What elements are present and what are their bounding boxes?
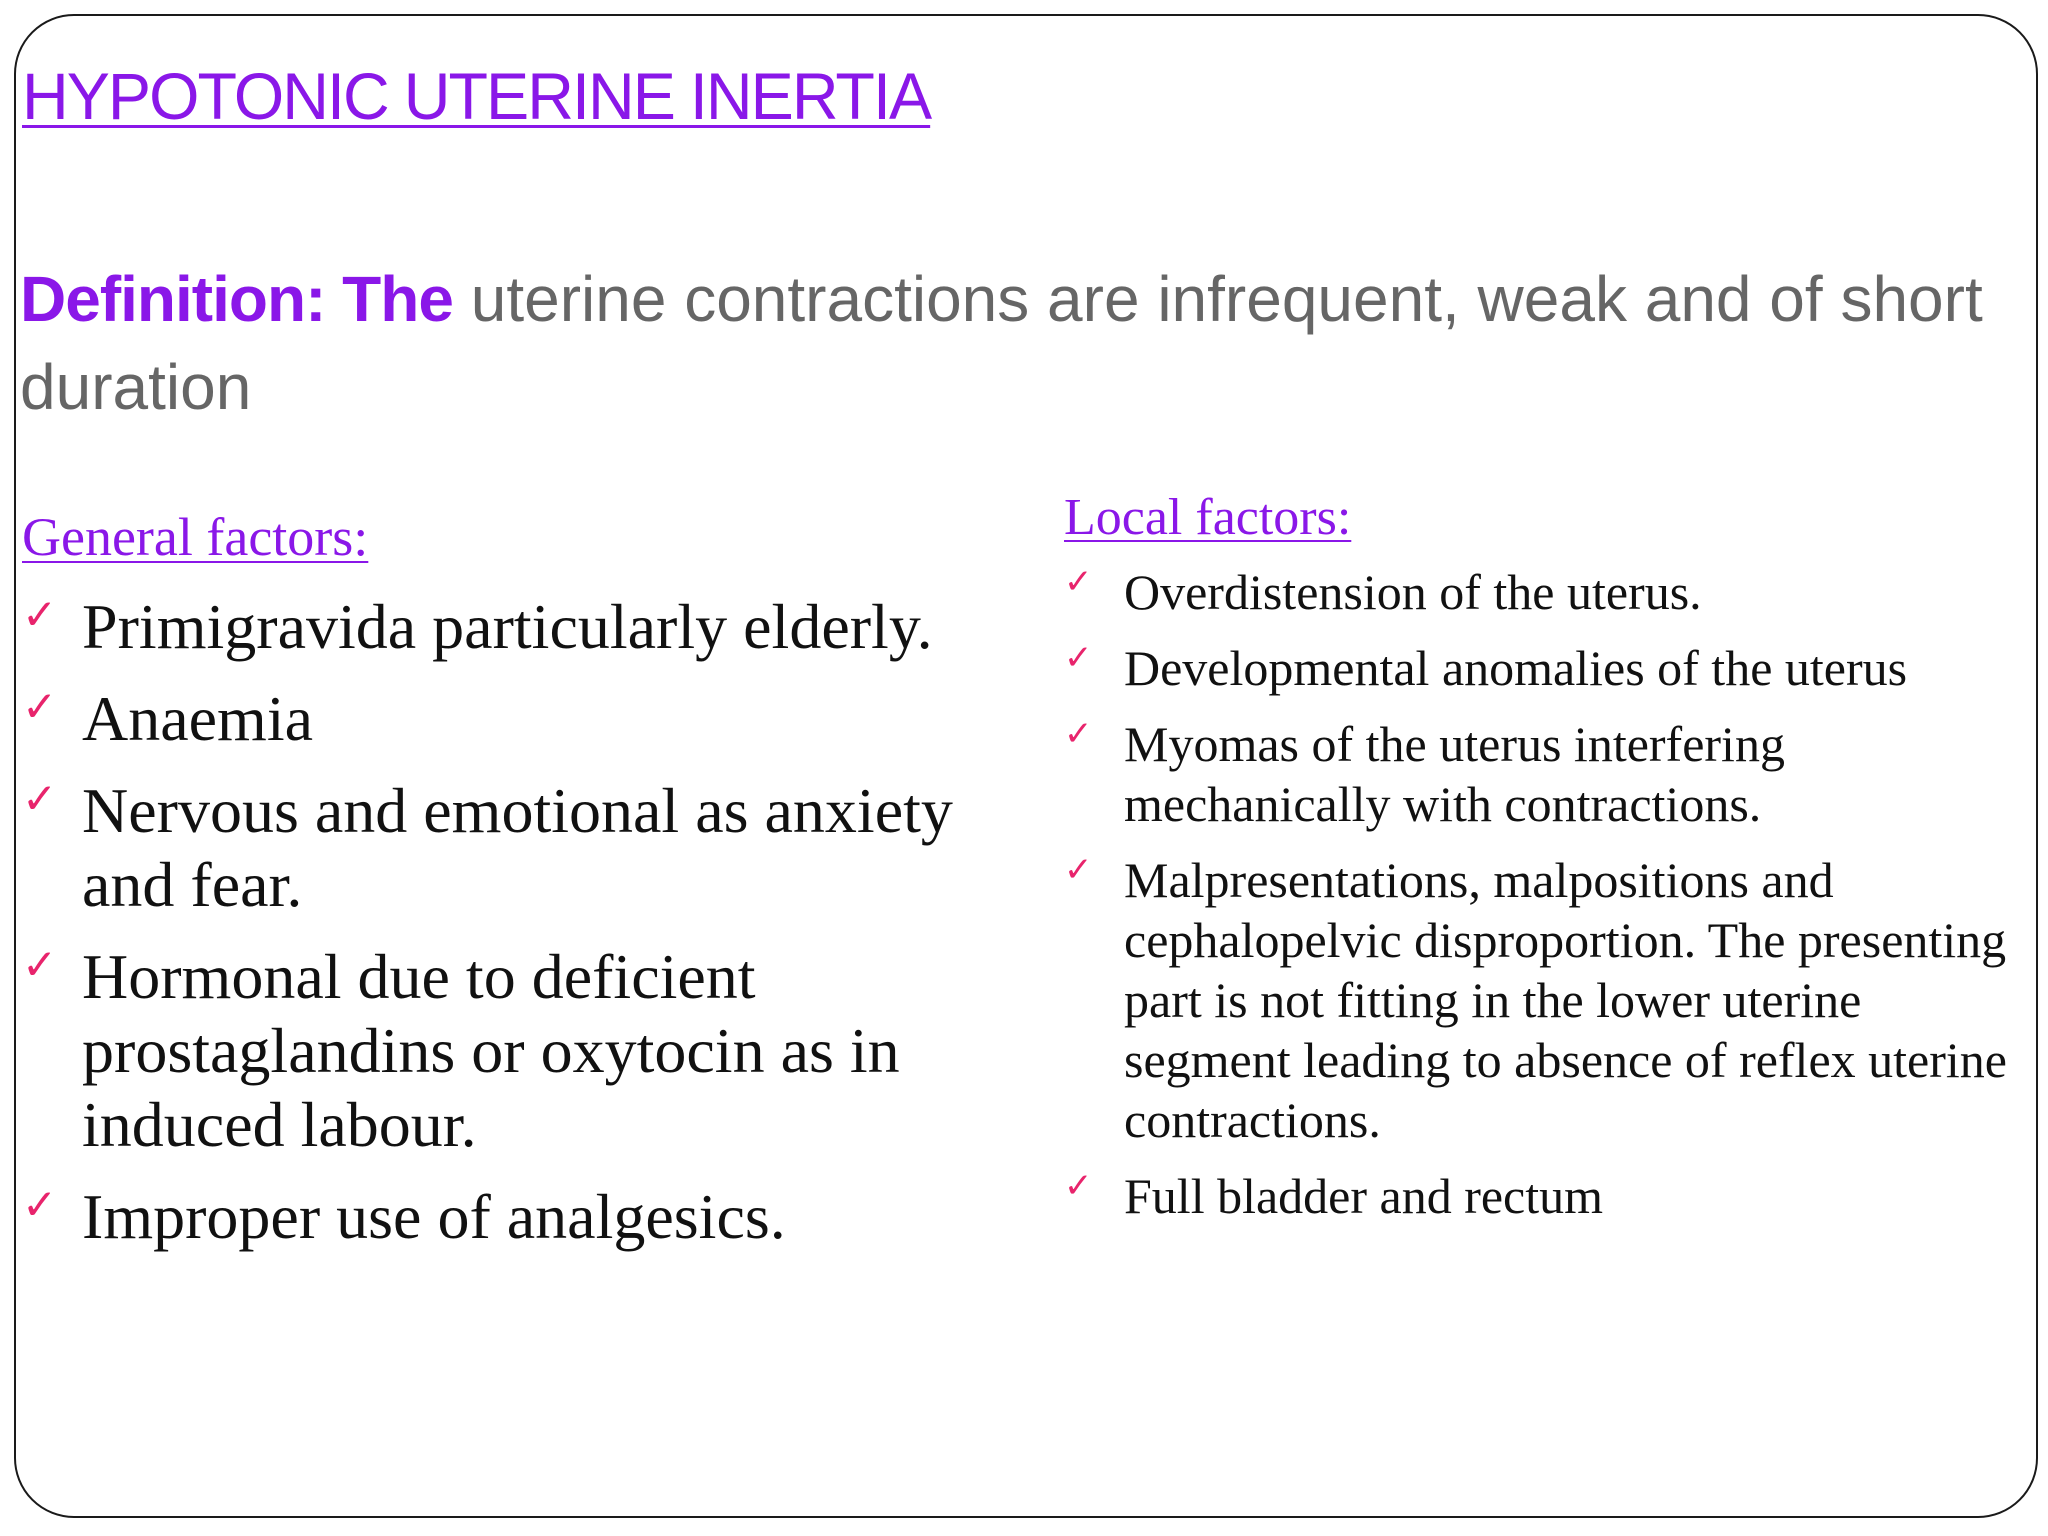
checkmark-icon: ✓ [1064,714,1093,754]
list-item-text: Hormonal due to deficient prostaglandins or oxytocin as in induced labour. [82,941,900,1160]
list-item [1064,562,2034,622]
list-item-text: Full bladder and rectum [1124,1168,1604,1224]
local-factors-list [1064,562,2034,1242]
general-factors-list [22,590,1042,1272]
list-item [22,682,1042,756]
checkmark-icon: ✓ [1064,850,1093,890]
list-item [1064,1166,2034,1226]
list-item-text: Anaemia [82,683,313,754]
checkmark-icon: ✓ [1064,1166,1093,1206]
checkmark-icon: ✓ [22,590,58,639]
checkmark-icon: ✓ [1064,562,1093,602]
list-item [1064,638,2034,698]
list-item-text: Overdistension of the uterus. [1124,564,1702,620]
list-item-text: Myomas of the uterus interfering mechanically with contractions. [1124,716,1785,832]
checkmark-icon: ✓ [1064,638,1093,678]
list-item [22,940,1042,1162]
list-item [1064,850,2034,1150]
list-item [22,1180,1042,1254]
general-factors-heading: General factors: [22,507,369,567]
list-item [22,774,1042,922]
definition [20,255,2020,431]
checkmark-icon: ✓ [22,774,58,823]
list-item [1064,714,2034,834]
definition-lead: Definition: The [20,263,453,335]
local-factors-heading: Local factors: [1064,489,1352,546]
list-item-text: Developmental anomalies of the uterus [1124,640,1908,696]
list-item-text: Nervous and emotional as anxiety and fear. [82,775,953,920]
checkmark-icon: ✓ [22,940,58,989]
list-item [22,590,1042,664]
definition-text: uterine contractions are infrequent, weak and of short duration [20,263,1983,423]
list-item-text: Malpresentations, malpositions and cephalopelvic disproportion. The presenting part is not fitting in the lower uterine segment leading to absence of reflex uterine contractions. [1124,852,2007,1148]
checkmark-icon: ✓ [22,682,58,731]
list-item-text: Improper use of analgesics. [82,1181,786,1252]
slide-title: HYPOTONIC UTERINE INERTIA [22,59,931,133]
checkmark-icon: ✓ [22,1180,58,1229]
list-item-text: Primigravida particularly elderly. [82,591,933,662]
